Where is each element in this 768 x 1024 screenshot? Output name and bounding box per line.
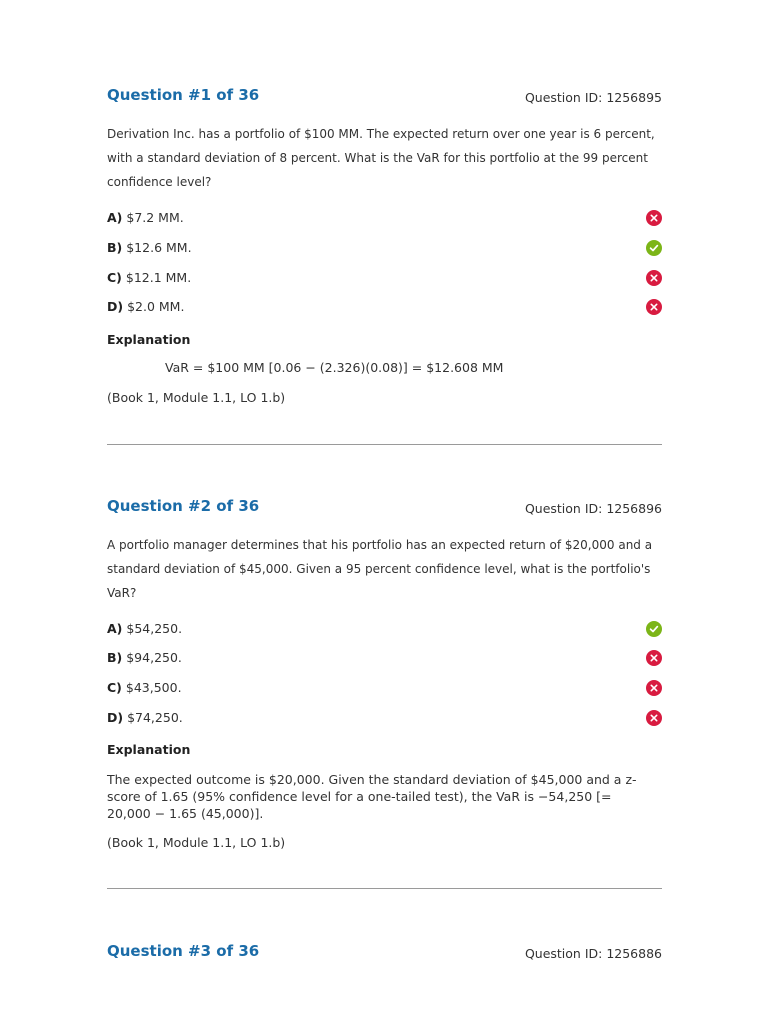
answer-choice-d[interactable]	[107, 297, 662, 317]
question-stem: A portfolio manager determines that his portfolio has an expected return of $20,000 and a standard deviation of $45,000. Given a 95 percent confidence level, what is the portfolio's VaR?	[107, 538, 653, 600]
reference-citation: (Book 1, Module 1.1, LO 1.b)	[107, 835, 286, 850]
incorrect-icon	[646, 710, 662, 726]
incorrect-icon	[646, 270, 662, 286]
answer-choice-b[interactable]	[107, 648, 662, 668]
explanation-text: The expected outcome is $20,000. Given the standard deviation of $45,000 and a z-score of 1.65 (95% confidence level for a one-tailed test), the VaR is −54,250 [= 20,000 − 1.65 (45,000)].	[107, 772, 637, 821]
choice-letter: C)	[107, 680, 122, 695]
question-divider	[107, 444, 662, 445]
answer-choice-b[interactable]	[107, 238, 662, 258]
choice-text: $54,250.	[126, 621, 183, 636]
incorrect-icon	[646, 650, 662, 666]
question-header	[107, 86, 662, 110]
reference-citation: (Book 1, Module 1.1, LO 1.b)	[107, 390, 286, 405]
choice-text: $7.2 MM.	[126, 210, 184, 225]
choice-text: $2.0 MM.	[127, 299, 185, 314]
question-id: Question ID: 1256895	[524, 90, 662, 105]
answer-choice-a[interactable]	[107, 208, 662, 228]
choice-letter: A)	[107, 210, 123, 225]
explanation-heading: Explanation	[107, 742, 191, 757]
choice-letter: B)	[107, 650, 123, 665]
question-title: Question #2 of 36	[107, 497, 260, 515]
choice-text: $12.6 MM.	[126, 240, 192, 255]
explanation-formula: VaR = $100 MM [0.06 − (2.326)(0.08)] = $12.608 MM	[165, 360, 504, 375]
answer-choice-c[interactable]	[107, 678, 662, 698]
incorrect-icon	[646, 299, 662, 315]
question-id: Question ID: 1256886	[524, 946, 662, 961]
choice-text: $43,500.	[125, 680, 182, 695]
incorrect-icon	[646, 680, 662, 696]
choice-letter: A)	[107, 621, 123, 636]
question-stem: Derivation Inc. has a portfolio of $100 MM. The expected return over one year is 6 percent, with a standard deviation of 8 percent. What is the VaR for this portfolio at the 99 percent confidence level?	[107, 127, 655, 189]
choice-text: $12.1 MM.	[125, 270, 192, 285]
choice-letter: C)	[107, 270, 122, 285]
correct-icon	[646, 240, 662, 256]
explanation-heading: Explanation	[107, 332, 191, 347]
answer-choice-a[interactable]	[107, 619, 662, 639]
question-title: Question #3 of 36	[107, 942, 260, 960]
choice-letter: D)	[107, 299, 124, 314]
incorrect-icon	[646, 210, 662, 226]
choice-letter: D)	[107, 710, 124, 725]
correct-icon	[646, 621, 662, 637]
question-title: Question #1 of 36	[107, 86, 260, 104]
choice-text: $94,250.	[126, 650, 182, 665]
choice-text: $74,250.	[127, 710, 183, 725]
question-divider	[107, 888, 662, 889]
question-header	[107, 497, 662, 521]
answer-choice-c[interactable]	[107, 268, 662, 288]
question-id: Question ID: 1256896	[524, 501, 662, 516]
answer-choice-d[interactable]	[107, 708, 662, 728]
question-header	[107, 942, 662, 966]
choice-letter: B)	[107, 240, 123, 255]
